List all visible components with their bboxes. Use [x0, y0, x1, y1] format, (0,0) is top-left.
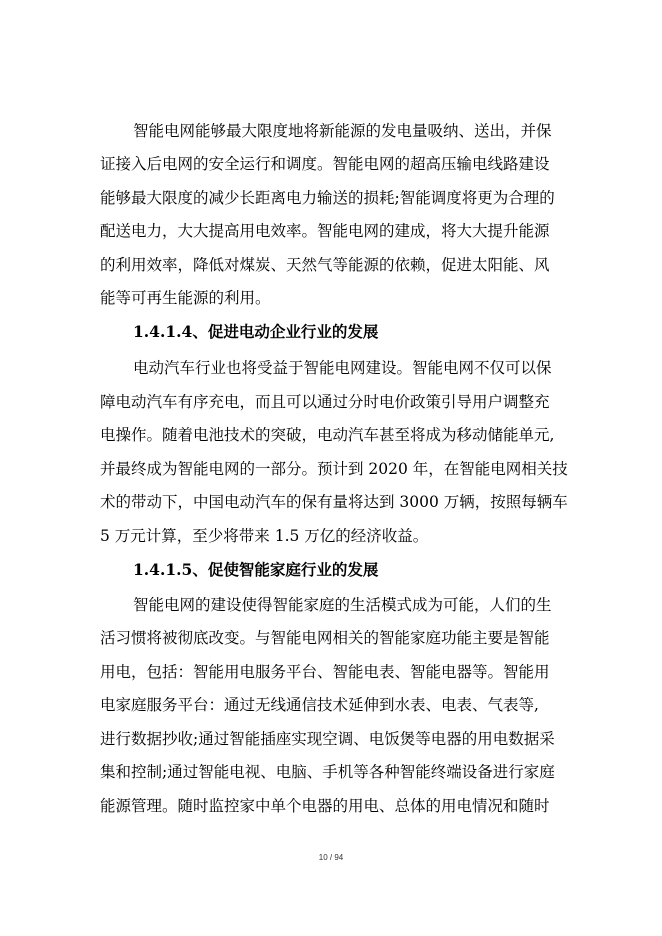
- paragraph-line: 5 万元计算，至少将带来 1.5 万亿的经济收益。: [100, 527, 429, 545]
- section-heading-1-4-1-4: 1.4.1.4、促进电动企业行业的发展: [133, 322, 379, 341]
- paragraph-line: 电家庭服务平台：通过无线通信技术延伸到水表、电表、气表等,: [100, 696, 539, 714]
- paragraph-line: 电操作。随着电池技术的突破，电动汽车甚至将成为移动储能单元,: [100, 426, 555, 444]
- paragraph-line: 能源管理。随时监控家中单个电器的用电、总体的用电情况和随时: [100, 797, 550, 815]
- paragraph-line: 障电动汽车有序充电，而且可以通过分时电价政策引导用户调整充: [100, 393, 550, 411]
- paragraph-line: 电动汽车行业也将受益于智能电网建设。智能电网不仅可以保: [133, 359, 552, 377]
- paragraph-line: 进行数据抄收;通过智能插座实现空调、电饭煲等电器的用电数据采: [100, 730, 555, 748]
- paragraph-line: 的利用效率，降低对煤炭、天然气等能源的依赖，促进太阳能、风: [100, 256, 550, 274]
- paragraph-line: 智能电网的建设使得智能家庭的生活模式成为可能，人们的生: [133, 596, 552, 614]
- paragraph-line: 智能电网能够最大限度地将新能源的发电量吸纳、送出，并保: [133, 122, 552, 140]
- paragraph-line: 能等可再生能源的利用。: [100, 289, 271, 307]
- paragraph-line: 并最终成为智能电网的一部分。预计到 2020 年，在智能电网相关技: [100, 460, 568, 478]
- paragraph-line: 集和控制;通过智能电视、电脑、手机等各种智能终端设备进行家庭: [100, 763, 555, 781]
- page-number: 10 / 94: [318, 853, 344, 862]
- paragraph-line: 活习惯将被彻底改变。与智能电网相关的智能家庭功能主要是智能: [100, 629, 550, 647]
- paragraph-line: 能够最大限度的减少长距离电力输送的损耗;智能调度将更为合理的: [100, 189, 555, 207]
- paragraph-line: 术的带动下，中国电动汽车的保有量将达到 3000 万辆，按照每辆车: [100, 493, 568, 511]
- paragraph-line: 证接入后电网的安全运行和调度。智能电网的超高压输电线路建设: [100, 155, 550, 173]
- paragraph-line: 用电，包括：智能用电服务平台、智能电表、智能电器等。智能用: [100, 663, 550, 681]
- paragraph-line: 配送电力，大大提高用电效率。智能电网的建成，将大大提升能源: [100, 222, 550, 240]
- section-heading-1-4-1-5: 1.4.1.5、促使智能家庭行业的发展: [133, 560, 379, 579]
